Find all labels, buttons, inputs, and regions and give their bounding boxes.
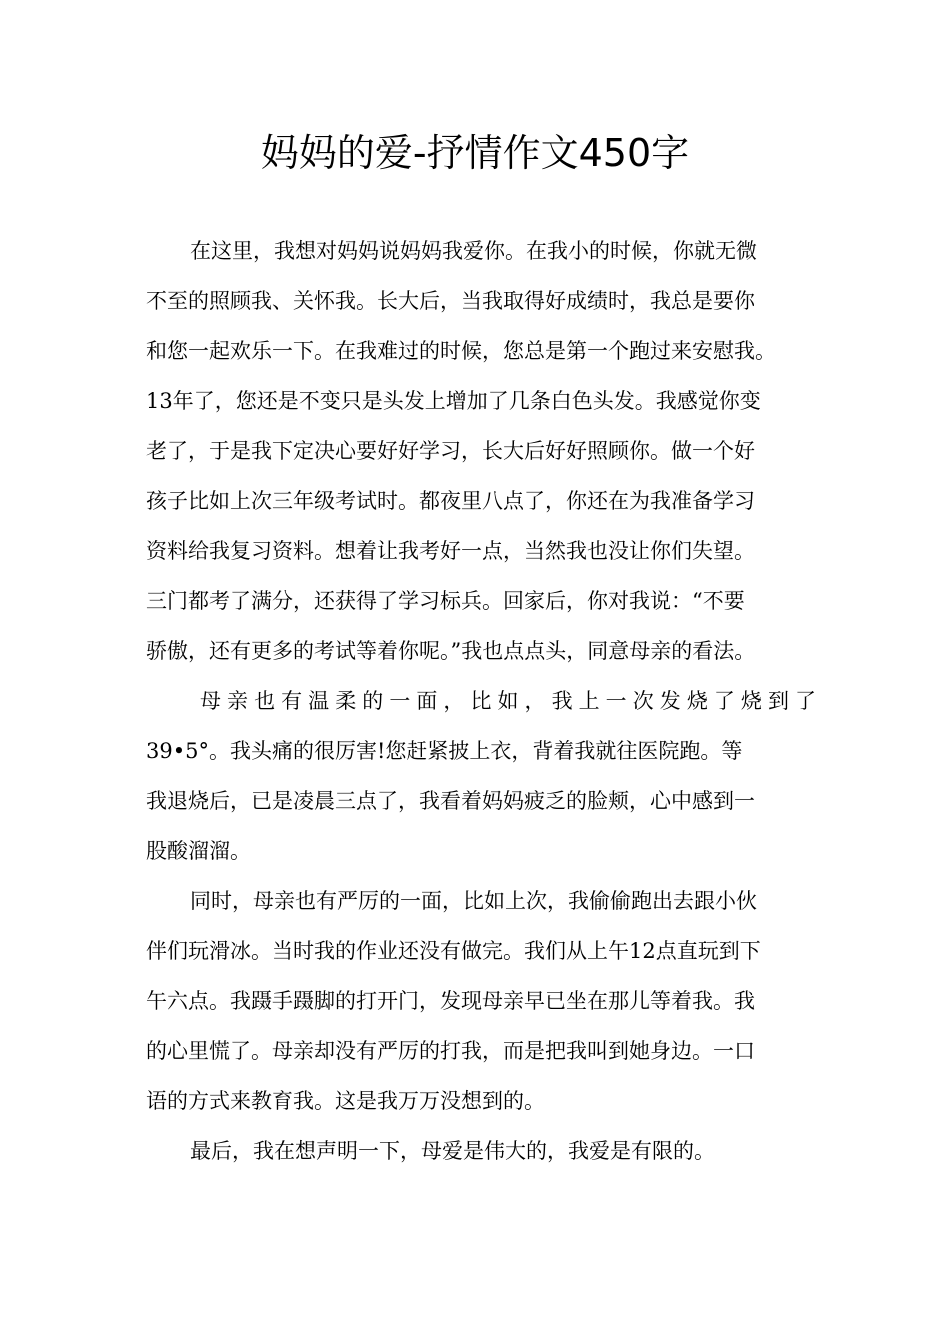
- paragraph-2: [146, 676, 816, 876]
- paragraph-line: 不至的照顾我、关怀我。长大后，当我取得好成绩时，我总是要你: [146, 289, 755, 313]
- paragraph-line: 和您一起欢乐一下。在我难过的时候，您总是第一个跑过来安慰我。: [146, 339, 776, 363]
- paragraph-line: 骄傲，还有更多的考试等着你呢。”我也点点头，同意母亲的看法。: [146, 639, 756, 663]
- paragraph-line: 股酸溜溜。: [146, 839, 251, 863]
- paragraph-3: [146, 876, 816, 1126]
- paragraph-line: 孩子比如上次三年级考试时。都夜里八点了，你还在为我准备学习: [146, 489, 755, 513]
- paragraph-line: 老了，于是我下定决心要好好学习，长大后好好照顾你。做一个好: [146, 439, 755, 463]
- paragraph-4: [146, 1126, 816, 1176]
- paragraph-line: 13年了，您还是不变只是头发上增加了几条白色头发。我感觉你变: [146, 389, 761, 413]
- paragraph-line: 母亲也有温柔的一面，比如，我上一次发烧了烧到了: [200, 689, 816, 713]
- paragraph-line: 资料给我复习资料。想着让我考好一点，当然我也没让你们失望。: [146, 539, 755, 563]
- paragraph-line: 在这里，我想对妈妈说妈妈我爱你。在我小的时候，你就无微: [190, 239, 757, 263]
- document-body: [146, 226, 816, 1176]
- document-title: 妈妈的爱-抒情作文450字: [260, 131, 690, 175]
- paragraph-line: 三门都考了满分，还获得了学习标兵。回家后，你对我说：“不要: [146, 589, 745, 613]
- paragraph-line: 语的方式来教育我。这是我万万没想到的。: [146, 1089, 545, 1113]
- paragraph-line: 我退烧后，已是凌晨三点了，我看着妈妈疲乏的脸颊，心中感到一: [146, 789, 755, 813]
- paragraph-line: 午六点。我蹑手蹑脚的打开门，发现母亲早已坐在那儿等着我。我: [146, 989, 755, 1013]
- paragraph-1: [146, 226, 816, 676]
- paragraph-line: 最后，我在想声明一下，母爱是伟大的，我爱是有限的。: [190, 1139, 715, 1163]
- paragraph-line: 同时，母亲也有严厉的一面，比如上次，我偷偷跑出去跟小伙: [190, 889, 757, 913]
- paragraph-line: 39•5°。我头痛的很厉害!您赶紧披上衣，背着我就往医院跑。等: [146, 739, 743, 763]
- paragraph-line: 伴们玩滑冰。当时我的作业还没有做完。我们从上午12点直玩到下: [146, 939, 761, 963]
- paragraph-line: 的心里慌了。母亲却没有严厉的打我，而是把我叫到她身边。一口: [146, 1039, 755, 1063]
